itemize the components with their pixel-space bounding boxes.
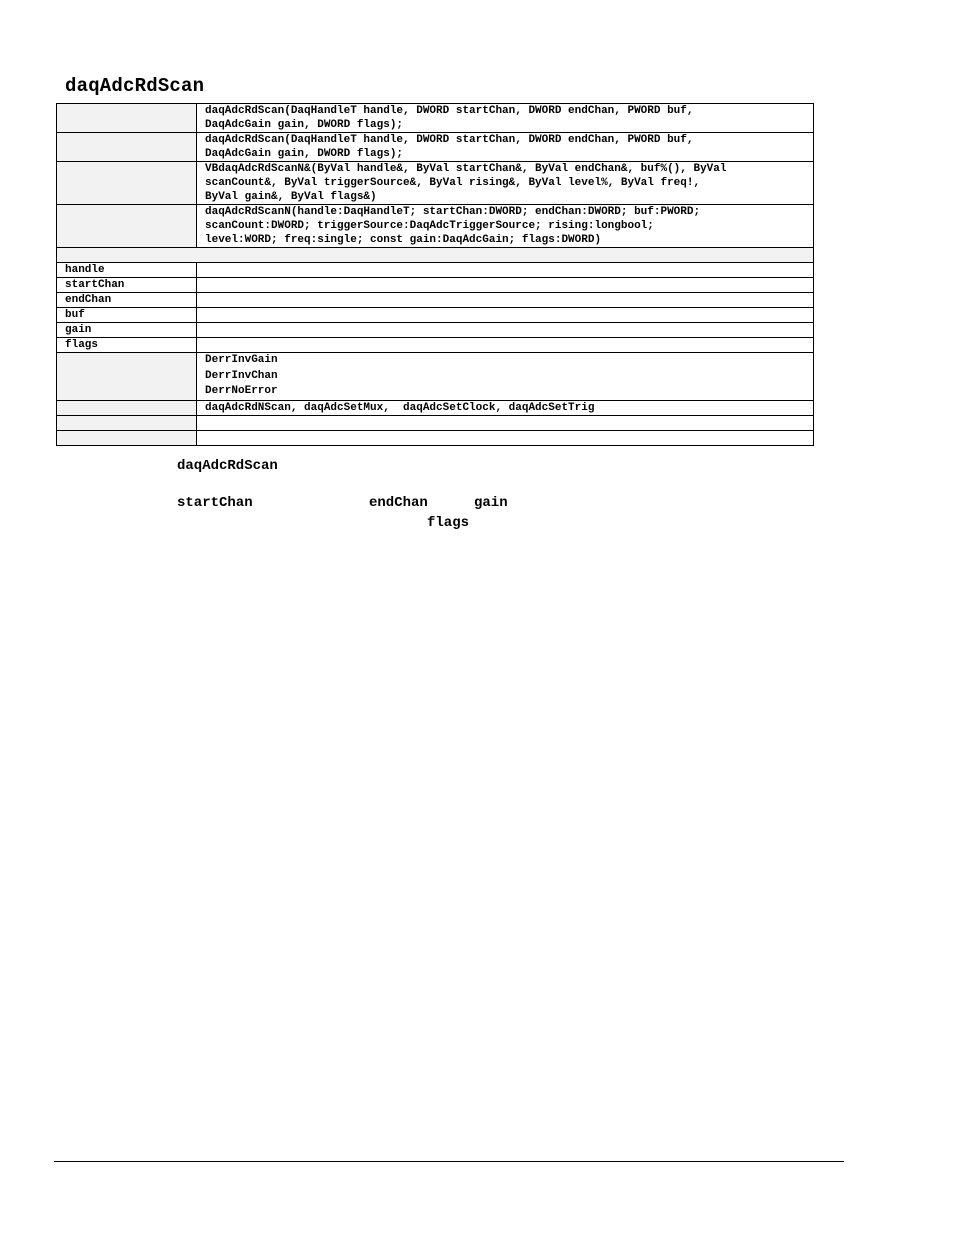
prototype-cell [197, 104, 814, 133]
blank-cell [197, 430, 814, 445]
prototype-label-cell [57, 133, 197, 162]
prototype-label-cell [57, 205, 197, 248]
parameter-row [57, 308, 814, 323]
prototype-line: scanCount:DWORD; triggerSource:DaqAdcTriggerSource; rising:longbool; [205, 220, 654, 232]
prototype-cell [197, 162, 814, 205]
parameter-row [57, 263, 814, 278]
parameter-name: gain [57, 323, 197, 338]
blank-cell [197, 415, 814, 430]
prototype-row [57, 104, 814, 133]
blank-label-cell [57, 415, 197, 430]
see-also-list: daqAdcRdNScan, daqAdcSetMux, daqAdcSetClock, daqAdcSetTrig [205, 401, 595, 414]
parameter-description [197, 338, 814, 353]
body-param-endchan: endChan [369, 495, 428, 511]
parameter-name: endChan [57, 293, 197, 308]
page-title: daqAdcRdScan [65, 75, 205, 97]
body-param-flags: flags [427, 515, 470, 531]
prototype-line: DaqAdcGain gain, DWORD flags); [205, 148, 404, 160]
parameter-description [197, 293, 814, 308]
parameter-description [197, 323, 814, 338]
prototype-row [57, 162, 814, 205]
prototype-label-cell [57, 104, 197, 133]
body-function-name: daqAdcRdScan [177, 458, 278, 474]
parameter-name: buf [57, 308, 197, 323]
parameter-row [57, 293, 814, 308]
blank-label-cell [57, 430, 197, 445]
parameter-description [197, 278, 814, 293]
prototype-line: scanCount&, ByVal triggerSource&, ByVal rising&, ByVal level%, ByVal freq!, [205, 177, 701, 189]
blank-row [57, 430, 814, 445]
prototype-line: ByVal gain&, ByVal flags&) [205, 191, 377, 203]
prototype-row [57, 133, 814, 162]
body-param-startchan: startChan [177, 495, 253, 511]
parameter-row [57, 323, 814, 338]
prototype-cell [197, 133, 814, 162]
error-code: DerrInvGain [205, 354, 278, 366]
see-also-label-cell [57, 400, 197, 415]
function-reference-table [56, 103, 814, 446]
prototype-line: DaqAdcGain gain, DWORD flags); [205, 119, 404, 131]
prototype-row [57, 205, 814, 248]
prototype-line: daqAdcRdScanN(handle:DaqHandleT; startChan:DWORD; endChan:DWORD; buf:PWORD; [205, 206, 701, 218]
parameter-name: handle [57, 263, 197, 278]
parameter-row [57, 278, 814, 293]
blank-row [57, 415, 814, 430]
parameters-header-row [57, 248, 814, 263]
error-code: DerrNoError [205, 385, 278, 397]
parameter-name: startChan [57, 278, 197, 293]
parameter-name: flags [57, 338, 197, 353]
errors-label-cell [57, 353, 197, 401]
footer-rule [54, 1161, 844, 1162]
see-also-cell [197, 400, 814, 415]
prototype-label-cell [57, 162, 197, 205]
body-param-gain: gain [474, 495, 508, 511]
prototype-line: VBdaqAdcRdScanN&(ByVal handle&, ByVal startChan&, ByVal endChan&, buf%(), ByVal [205, 163, 727, 175]
prototype-cell [197, 205, 814, 248]
see-also-row [57, 400, 814, 415]
prototype-line: daqAdcRdScan(DaqHandleT handle, DWORD startChan, DWORD endChan, PWORD buf, [205, 105, 694, 117]
parameter-description [197, 263, 814, 278]
prototype-line: level:WORD; freq:single; const gain:DaqAdcGain; flags:DWORD) [205, 234, 602, 246]
parameter-row [57, 338, 814, 353]
errors-cell [197, 353, 814, 401]
errors-row [57, 353, 814, 401]
error-code: DerrInvChan [205, 369, 278, 382]
prototype-line: daqAdcRdScan(DaqHandleT handle, DWORD startChan, DWORD endChan, PWORD buf, [205, 134, 694, 146]
parameters-header-cell [57, 248, 814, 263]
parameter-description [197, 308, 814, 323]
